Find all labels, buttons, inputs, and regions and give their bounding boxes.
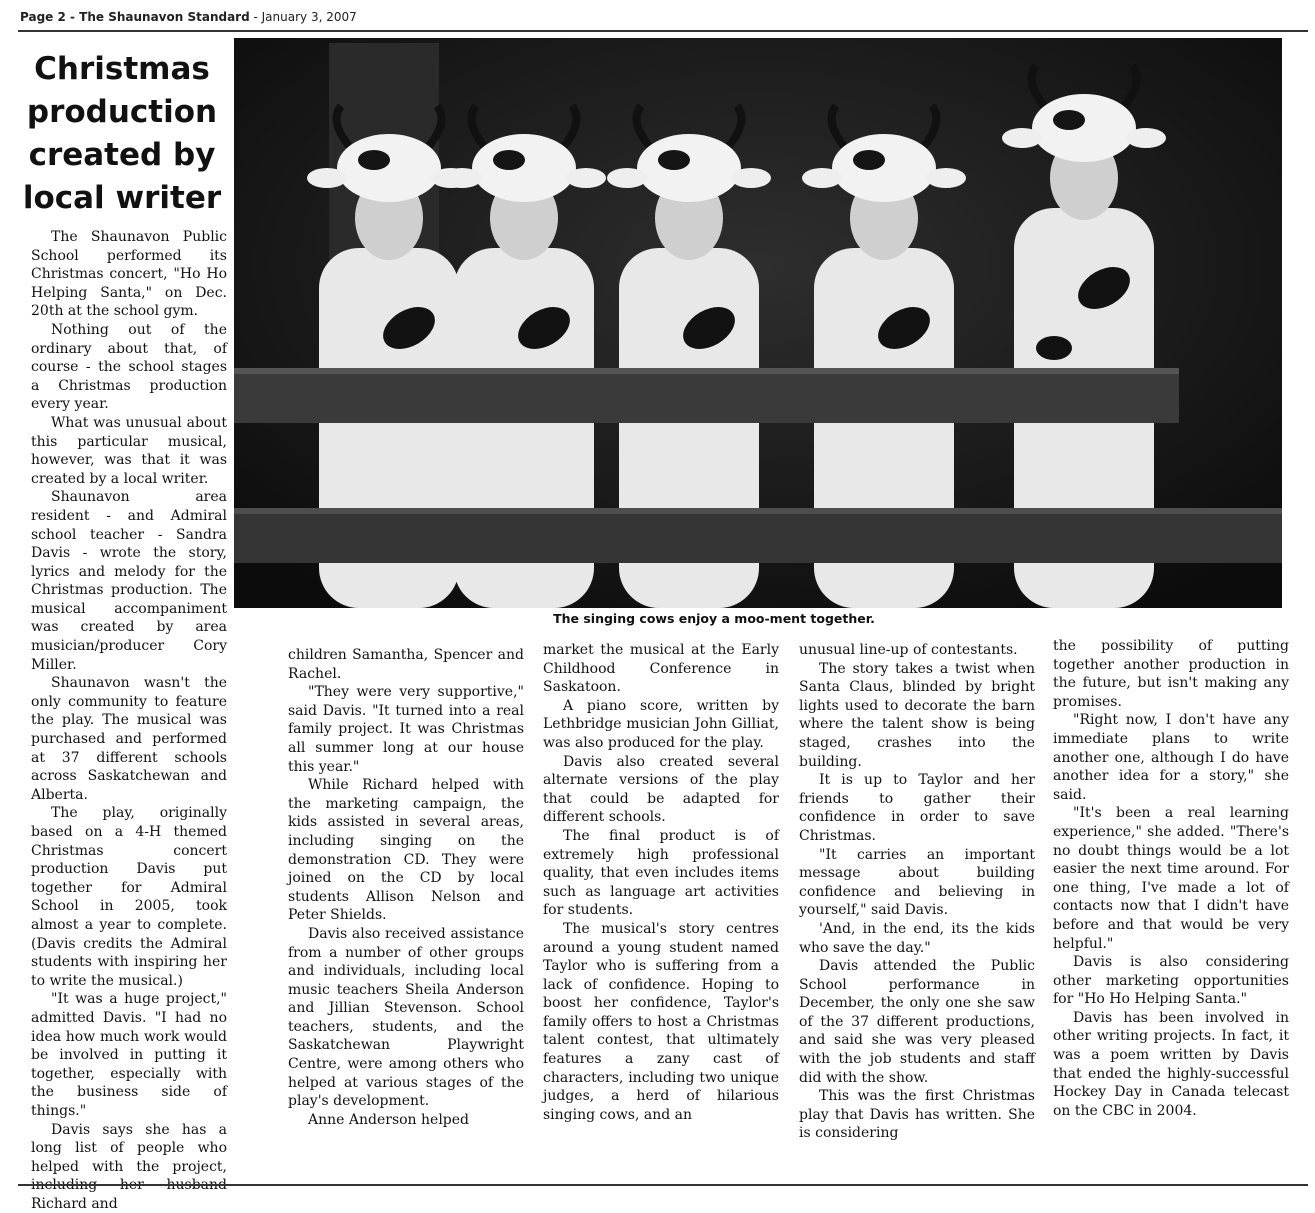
cows-photo-illustration	[234, 38, 1282, 608]
cow-hat	[337, 134, 441, 202]
article-paragraph: Davis attended the Public School performance in December, the only one she saw of the 37 different productions, and said she was very pleased with the job students and staff did with the show.	[799, 957, 1035, 1087]
article-paragraph: While Richard helped with the marketing campaign, the kids assisted in several areas, including singing on the demonstration CD. They were joined on the CD by local students Allison Nelson and Peter Shields.	[288, 776, 524, 925]
article-column-5	[1053, 637, 1289, 1120]
article-column-2	[288, 646, 524, 1129]
article-paragraph: The story takes a twist when Santa Claus, blinded by bright lights used to decorate the barn where the talent show is being staged, crashes into the building.	[799, 660, 1035, 772]
article-paragraph: Shaunavon wasn't the only community to feature the play. The musical was purchased and performed at 37 different schools across Saskatchewan and Alberta.	[31, 674, 227, 804]
cow-hat	[1032, 94, 1136, 162]
article-paragraph: Davis says she has a long list of people who helped with the project, including her husband Richard and	[31, 1121, 227, 1213]
footer-rule	[18, 1184, 1308, 1186]
article-column-3	[543, 641, 779, 1124]
article-paragraph: Davis is also considering other marketing opportunities for "Ho Ho Helping Santa."	[1053, 953, 1289, 1009]
article-paragraph: Davis also created several alternate versions of the play that could be adapted for different schools.	[543, 753, 779, 827]
article-paragraph: "It carries an important message about building confidence and believing in yourself," said Davis.	[799, 846, 1035, 920]
article-headline: Christmas production created by local writer	[22, 48, 222, 220]
cow-hat	[832, 134, 936, 202]
cow-hat	[637, 134, 741, 202]
article-paragraph: "It was a huge project," admitted Davis. "I had no idea how much work would be involved in putting it together, especially with the business side of things."	[31, 990, 227, 1120]
article-paragraph: Shaunavon area resident - and Admiral school teacher - Sandra Davis - wrote the story, lyrics and melody for the Christmas production. The musical accompaniment was created by area musician/producer Cory Miller.	[31, 488, 227, 674]
publication-label: Page 2 - The Shaunavon Standard	[20, 10, 250, 24]
header-rule	[18, 30, 1308, 32]
article-paragraph: A piano score, written by Lethbridge musician John Gilliat, was also produced for the play.	[543, 697, 779, 753]
issue-date: - January 3, 2007	[250, 10, 357, 24]
article-paragraph: "They were very supportive," said Davis. "It turned into a real family project. It was Christmas all summer long at our house this year."	[288, 683, 524, 776]
article-paragraph: It is up to Taylor and her friends to gather their confidence in order to save Christmas.	[799, 771, 1035, 845]
article-paragraph: The Shaunavon Public School performed its Christmas concert, "Ho Ho Helping Santa," on Dec. 20th at the school gym.	[31, 228, 227, 321]
article-column-1	[31, 228, 227, 1213]
article-paragraph: children Samantha, Spencer and Rachel.	[288, 646, 524, 683]
photo-caption: The singing cows enjoy a moo-ment together.	[234, 611, 1194, 626]
article-paragraph: The final product is of extremely high professional quality, that even includes items such as language art activities for students.	[543, 827, 779, 920]
article-paragraph: The musical's story centres around a young student named Taylor who is suffering from a lack of confidence. Hoping to boost her confidence, Taylor's family offers to host a Christmas talent contest, that ultimately features a zany cast of characters, including two unique judges, a herd of hilarious singing cows, and an	[543, 920, 779, 1125]
article-paragraph: Anne Anderson helped	[288, 1111, 524, 1130]
article-paragraph: The play, originally based on a 4-H themed Christmas concert production Davis put together for Admiral School in 2005, took almost a year to complete. (Davis credits the Admiral students with inspiring her to write the musical.)	[31, 804, 227, 990]
article-paragraph: market the musical at the Early Childhood Conference in Saskatoon.	[543, 641, 779, 697]
article-paragraph: Davis has been involved in other writing projects. In fact, it was a poem written by Davis that ended the highly-successful Hockey Day in Canada telecast on the CBC in 2004.	[1053, 1009, 1289, 1121]
cow-hat	[472, 134, 576, 202]
article-column-4	[799, 641, 1035, 1143]
article-paragraph: This was the first Christmas play that Davis has written. She is considering	[799, 1087, 1035, 1143]
article-paragraph: 'And, in the end, its the kids who save the day."	[799, 920, 1035, 957]
article-paragraph: the possibility of putting together another production in the future, but isn't making any promises.	[1053, 637, 1289, 711]
article-paragraph: What was unusual about this particular musical, however, was that it was created by a local writer.	[31, 414, 227, 488]
page-header	[20, 10, 1020, 28]
article-paragraph: Davis also received assistance from a number of other groups and individuals, including local music teachers Sheila Anderson and Jillian Stevenson. School teachers, students, and the Saskatchewan Playwright Centre, were among others who helped at various stages of the play's development.	[288, 925, 524, 1111]
article-paragraph: Nothing out of the ordinary about that, of course - the school stages a Christmas production every year.	[31, 321, 227, 414]
article-paragraph: unusual line-up of contestants.	[799, 641, 1035, 660]
article-paragraph: "It's been a real learning experience," she added. "There's no doubt things would be a lot easier the next time around. For one thing, I've made a lot of contacts now that I didn't have before and that would be very helpful."	[1053, 804, 1289, 953]
article-paragraph: "Right now, I don't have any immediate plans to write another one, although I do have another idea for a story," she said.	[1053, 711, 1289, 804]
article-photo	[234, 38, 1282, 608]
